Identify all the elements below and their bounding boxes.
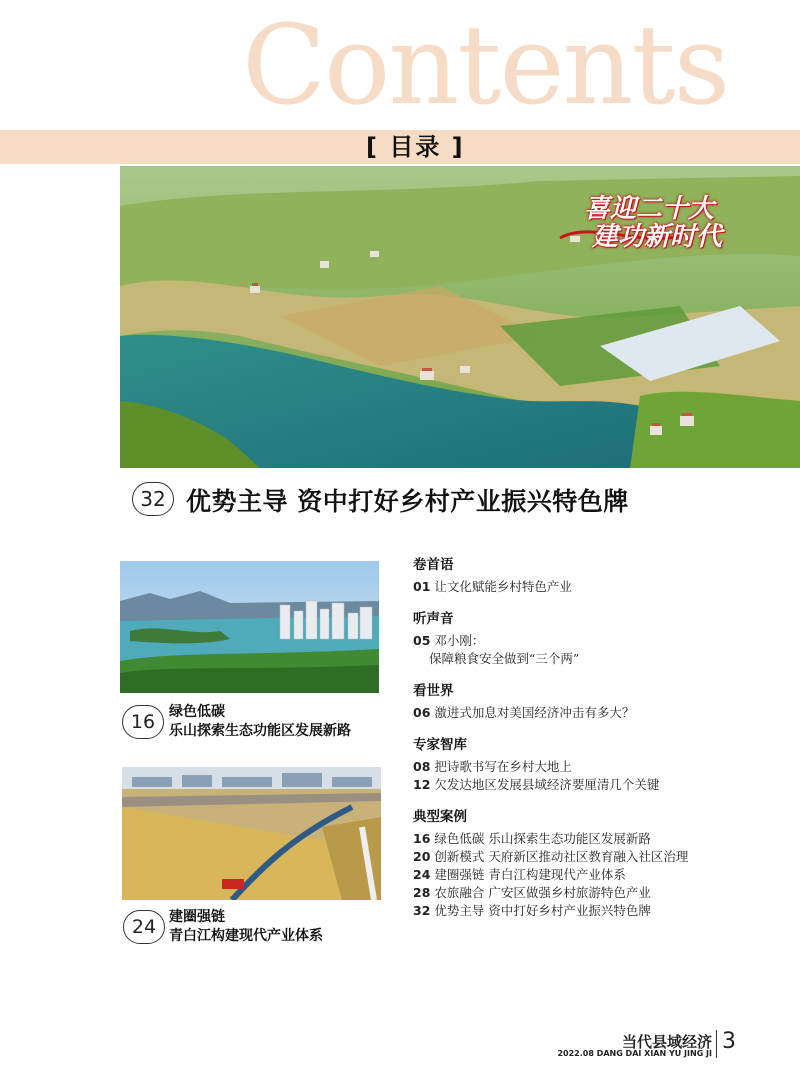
issue-line: 2022.08 DANG DAI XIAN YU JING JI: [557, 1049, 712, 1058]
toc-entry[interactable]: 12 欠发达地区发展县域经济要厘清几个关键: [413, 777, 660, 792]
hero-slogan: [562, 170, 772, 250]
toc-category: 看世界: [413, 683, 454, 699]
toc-entry[interactable]: 05 邓小刚：: [413, 633, 485, 648]
toc-group: [413, 610, 793, 668]
side-feature-line1: 绿色低碳: [169, 704, 225, 720]
toc-entry[interactable]: 01 让文化赋能乡村特色产业: [413, 579, 572, 594]
side-feature-caption-16[interactable]: [169, 703, 351, 741]
toc-group: [413, 808, 793, 920]
toc-entry[interactable]: 20 创新模式 天府新区推动社区教育融入社区治理: [413, 849, 689, 864]
leshan-photo: [120, 561, 379, 693]
toc-category: 卷首语: [413, 557, 454, 573]
section-title: [ 目录 ]: [366, 133, 465, 161]
toc-entry[interactable]: 06 激进式加息对美国经济冲击有多大？: [413, 705, 635, 720]
qingbaijiang-photo: [122, 767, 381, 900]
contents-heading: Contents: [242, 1, 729, 129]
toc-entry[interactable]: 32 优势主导 资中打好乡村产业振兴特色牌: [413, 903, 651, 918]
toc-entry[interactable]: 16 绿色低碳 乐山探索生态功能区发展新路: [413, 831, 651, 846]
footer-divider: [716, 1030, 717, 1058]
slogan-line-1: 喜迎二十大: [584, 194, 715, 224]
toc-category: 专家智库: [413, 737, 467, 753]
toc-category: 典型案例: [413, 809, 467, 825]
toc-entry-continued[interactable]: 保障粮食安全做到“三个两”: [429, 651, 580, 666]
toc-group: [413, 556, 793, 596]
magazine-name: 当代县域经济: [621, 1033, 712, 1051]
side-feature-caption-24[interactable]: [169, 908, 323, 946]
side-feature-page-16: 16: [122, 705, 164, 739]
table-of-contents: [413, 556, 793, 934]
feature-title[interactable]: 优势主导 资中打好乡村产业振兴特色牌: [186, 487, 629, 516]
toc-entry[interactable]: 24 建圈强链 青白江构建现代产业体系: [413, 867, 626, 882]
side-feature-page-24: 24: [123, 910, 165, 944]
toc-entry[interactable]: 28 农旅融合 广安区做强乡村旅游特色产业: [413, 885, 651, 900]
toc-entry[interactable]: 08 把诗歌书写在乡村大地上: [413, 759, 572, 774]
slogan-line-2: 建功新时代: [592, 222, 723, 252]
page-number: 3: [722, 1029, 736, 1054]
feature-page-number: 32: [132, 482, 174, 516]
toc-category: 听声音: [413, 611, 454, 627]
side-feature-line2: 乐山探索生态功能区发展新路: [169, 723, 351, 739]
side-feature-line1: 建圈强链: [169, 909, 225, 925]
toc-group: [413, 736, 793, 794]
side-feature-line2: 青白江构建现代产业体系: [169, 928, 323, 944]
toc-group: [413, 682, 793, 722]
